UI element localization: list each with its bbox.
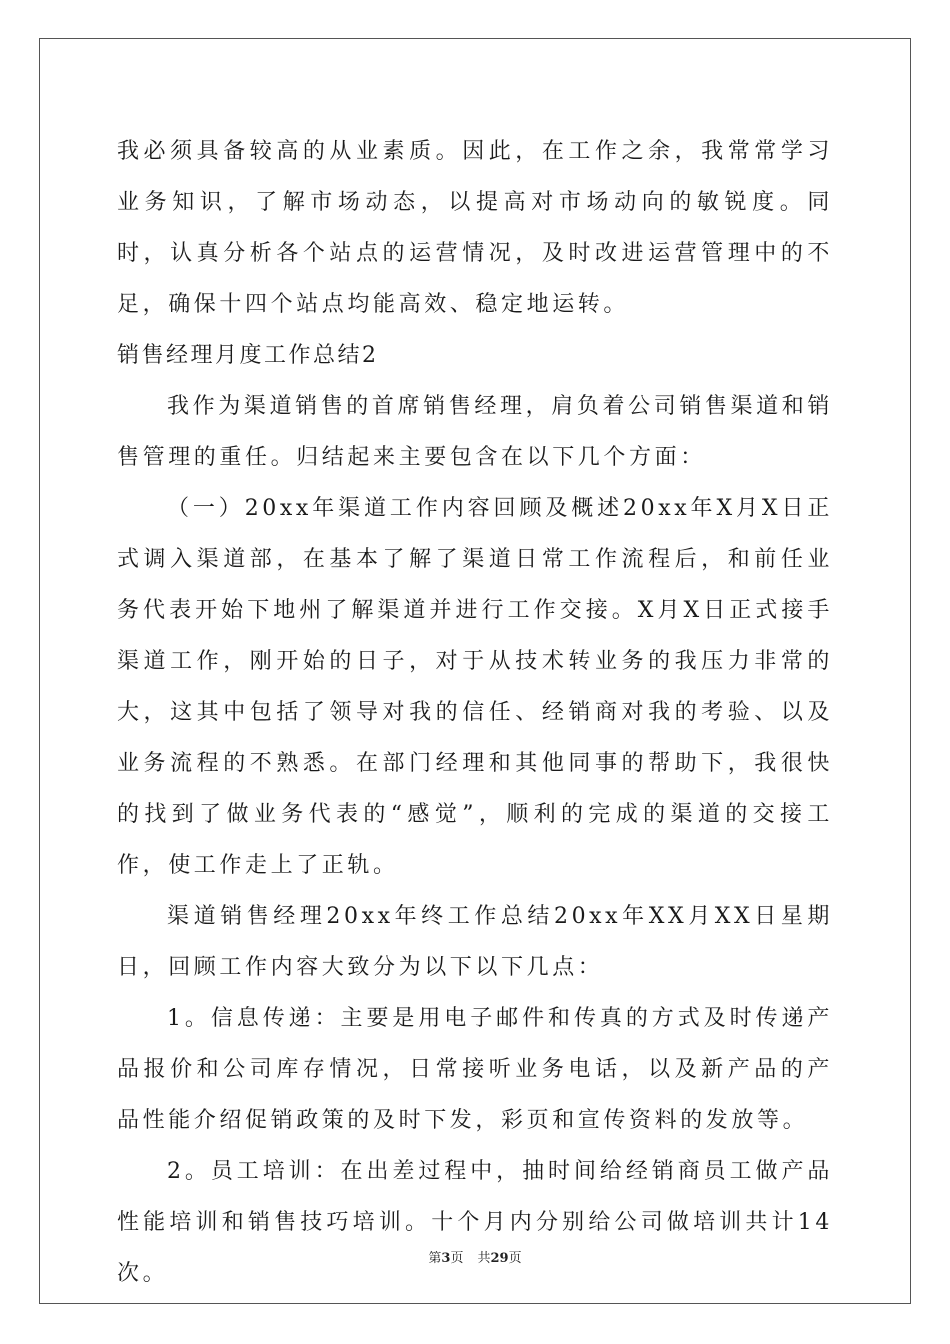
document-body [117,126,833,1299]
page-total: 29 [490,1251,509,1266]
total-prefix: 共 [477,1251,491,1266]
page-unit: 页 [450,1251,464,1266]
paragraph-continuation: 我必须具备较高的从业素质。因此，在工作之余，我常常学习业务知识，了解市场动态，以提高对市场动向的敏锐度。同时，认真分析各个站点的运营情况，及时改进运营管理中的不足，确保十四个站点均能高效、稳定地运转。 [117,139,833,317]
paragraph-item-1: 1。信息传递：主要是用电子邮件和传真的方式及时传递产品报价和公司库存情况，日常接听业务电话，以及新产品的产品性能介绍促销政策的及时下发，彩页和宣传资料的发放等。 [117,1006,833,1133]
total-unit: 页 [508,1251,522,1266]
section-heading: 销售经理月度工作总结2 [117,343,379,368]
paragraph-review: （一）20xx年渠道工作内容回顾及概述20xx年X月X日正式调入渠道部，在基本了解了渠道日常工作流程后，和前任业务代表开始下地州了解渠道并进行工作交接。X月X日正式接手渠道工作，刚开始的日子，对于从技术转业务的我压力非常的大，这其中包括了领导对我的信任、经销商对我的考验、以及业务流程的不熟悉。在部门经理和其他同事的帮助下，我很快的找到了做业务代表的“感觉”，顺利的完成的渠道的交接工作，使工作走上了正轨。 [117,496,833,878]
page-footer [0,1247,950,1266]
page-current: 3 [441,1251,451,1266]
paragraph-intro: 我作为渠道销售的首席销售经理，肩负着公司销售渠道和销售管理的重任。归结起来主要包含在以下几个方面： [117,394,833,470]
paragraph-item-2: 2。员工培训：在出差过程中，抽时间给经销商员工做产品性能培训和销售技巧培训。十个月内分别给公司做培训共计14次。 [117,1159,833,1286]
paragraph-summary: 渠道销售经理20xx年终工作总结20xx年XX月XX日星期日，回顾工作内容大致分为以下以下几点： [117,904,833,980]
page-prefix: 第 [428,1251,442,1266]
